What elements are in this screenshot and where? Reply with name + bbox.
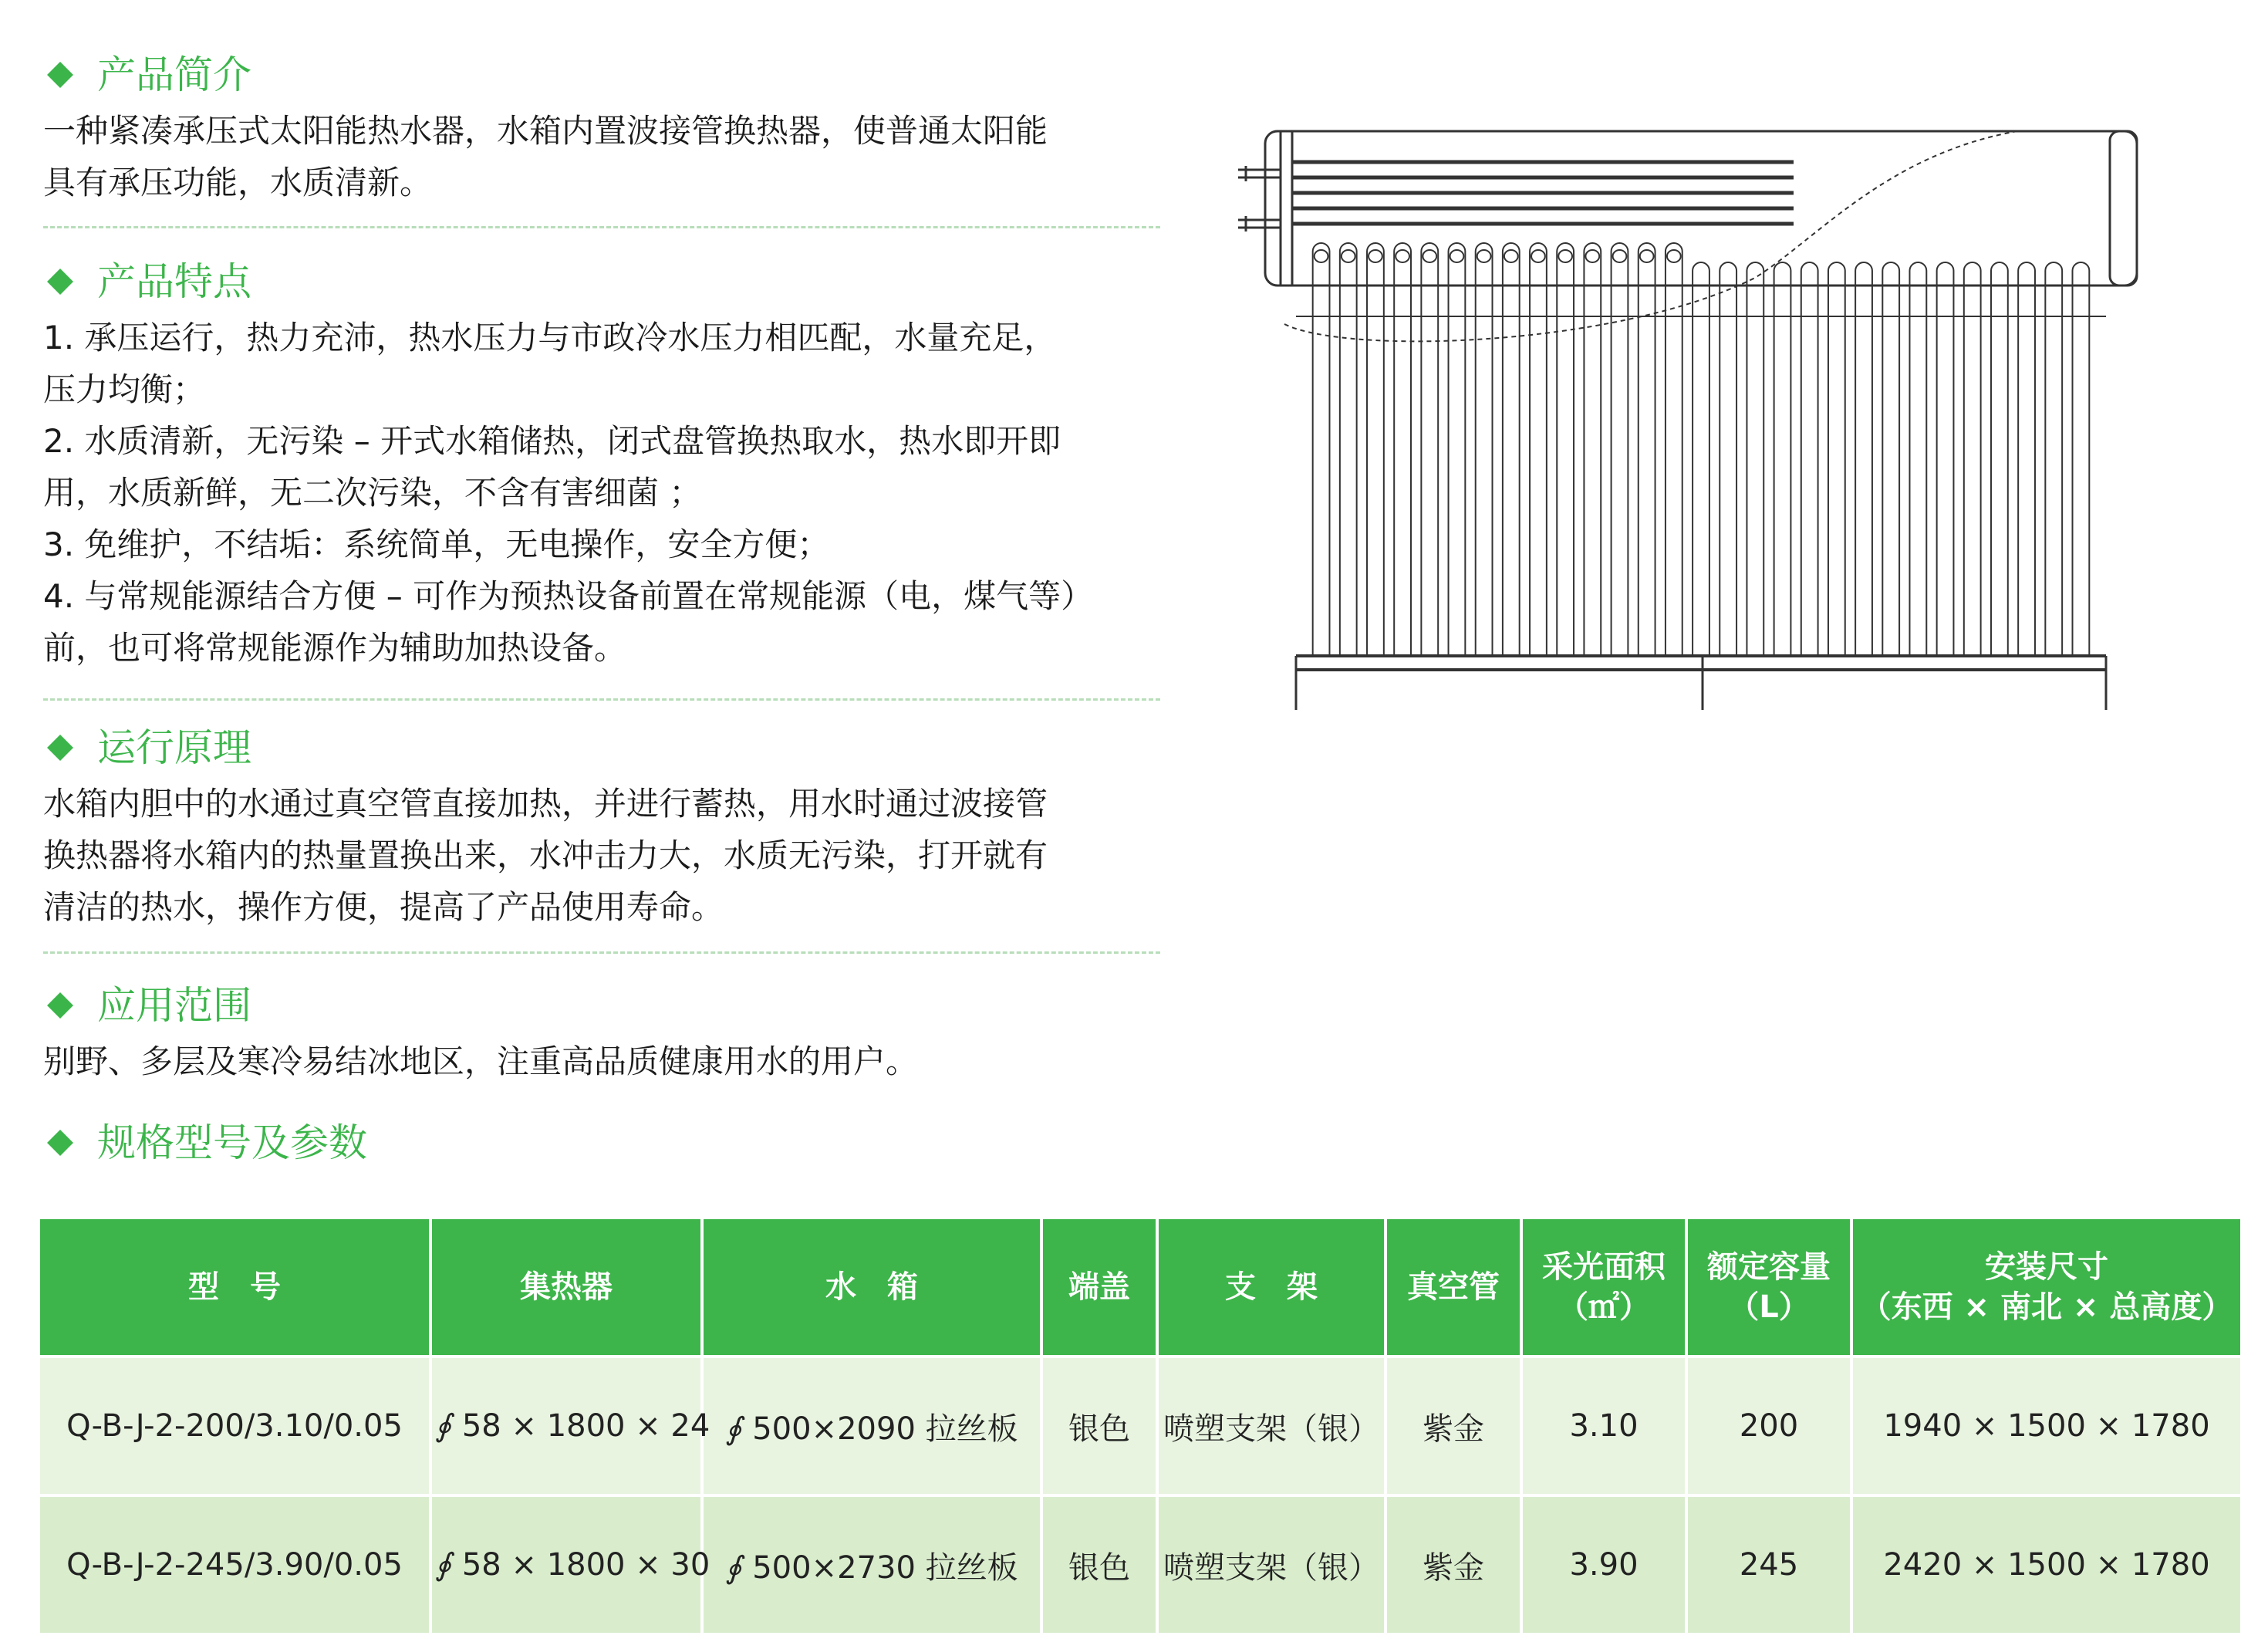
spec-title: 规格型号及参数 [97,1120,367,1165]
header-collector: 集热器 [430,1219,702,1357]
principle-line: 清洁的热水，操作方便，提高了产品使用寿命。 [43,888,724,926]
cell-capacity: 245 [1686,1495,1851,1633]
application-line: 别野、多层及寒冷易结冰地区，注重高品质健康用水的用户。 [43,1042,919,1080]
tank-spec: 500×2090 拉丝板 [752,1411,1018,1447]
vacuum-tube [1801,262,1818,656]
cell-capacity: 200 [1686,1357,1851,1495]
phi-symbol: ∮ [725,1549,742,1586]
header-model: 型 号 [40,1219,430,1357]
vacuum-tube [1612,243,1628,656]
vacuum-tube [1720,262,1736,656]
vacuum-tube [1693,262,1709,656]
solar-water-heater-drawing [1230,123,2156,725]
vacuum-tube [1394,243,1411,656]
vacuum-tube [1855,262,1872,656]
vacuum-tube [1774,262,1791,656]
feature-line: 4. 与常规能源结合方便 – 可作为预热设备前置在常规能源（电，煤气等） [43,577,1094,615]
principle-line: 换热器将水箱内的热量置换出来，水冲击力大，水质无污染，打开就有 [43,836,1048,874]
cell-area: 3.90 [1521,1495,1686,1633]
cell-collector [430,1357,710,1495]
vacuum-tube [1421,243,1438,656]
feature-line: 压力均衡； [43,370,206,408]
vacuum-tube [1313,243,1330,656]
cell-size: 1940 × 1500 × 1780 [1851,1357,2240,1495]
diamond-bullet-icon [47,992,73,1019]
tube-end-cap [1450,250,1464,262]
vacuum-tube [2073,262,2090,656]
application-title: 应用范围 [97,983,251,1028]
header-size [1851,1219,2240,1357]
cell-endcap: 银色 [1041,1357,1157,1495]
header-endcap: 端盖 [1041,1219,1157,1357]
tube-end-cap [1423,250,1436,262]
header-size-label: 安装尺寸 [1985,1249,2108,1285]
header-bracket: 支 架 [1157,1219,1385,1357]
vacuum-tubes [1313,243,2090,656]
collector-spec: 58 × 1800 × 30 [461,1547,710,1583]
intro-line: 具有承压功能，水质清新。 [43,164,433,201]
intro-section [43,52,1162,208]
vacuum-tube [1367,243,1384,656]
header-capacity-unit: （L） [1728,1289,1810,1325]
cell-tank [702,1495,1041,1633]
spec-section [43,1120,1162,1165]
vacuum-tube [1882,262,1899,656]
diamond-bullet-icon [47,62,73,88]
cell-area: 3.10 [1521,1357,1686,1495]
tube-end-cap [1667,250,1681,262]
header-capacity-label: 额定容量 [1707,1249,1831,1285]
cell-tube: 紫金 [1385,1357,1521,1495]
tank-spec: 500×2730 拉丝板 [752,1549,1018,1586]
tube-end-cap [1342,250,1355,262]
principle-line: 水箱内胆中的水通过真空管直接加热，并进行蓄热，用水时通过波接管 [43,785,1048,823]
phi-symbol: ∮ [435,1547,451,1583]
tube-end-cap [1504,250,1518,262]
tube-end-cap [1558,250,1572,262]
intro-title: 产品简介 [97,52,251,97]
vacuum-tube [1639,243,1655,656]
table-header-row [40,1219,2240,1357]
intro-line: 一种紧凑承压式太阳能热水器，水箱内置波接管换热器，使普通太阳能 [43,112,1048,150]
principle-title: 运行原理 [97,725,251,770]
tube-end-cap [1531,250,1545,262]
tube-end-cap [1315,250,1328,262]
tube-end-cap [1369,250,1382,262]
features-title: 产品特点 [97,259,251,304]
vacuum-tube [1991,262,2008,656]
cell-bracket: 喷塑支架（银） [1157,1495,1385,1633]
dashed-divider [43,226,1160,228]
vacuum-tube [2045,262,2062,656]
feature-line: 前，也可将常规能源作为辅助加热设备。 [43,629,627,667]
phi-symbol: ∮ [725,1411,742,1447]
vacuum-tube [1964,262,1981,656]
header-area [1521,1219,1686,1357]
header-size-unit: （东西 × 南北 × 总高度） [1860,1289,2233,1325]
vacuum-tube [1909,262,1926,656]
vacuum-tube [1584,243,1601,656]
vacuum-tube [1530,243,1547,656]
vacuum-tube [1503,243,1520,656]
vacuum-tube [1666,243,1682,656]
header-capacity [1686,1219,1851,1357]
vacuum-tube [1449,243,1466,656]
feature-line: 用，水质新鲜，无二次污染，不含有害细菌 ； [43,474,702,512]
tube-end-cap [1477,250,1491,262]
principle-heading [43,725,1162,770]
tube-end-cap [1396,250,1409,262]
heat-exchanger-coil [1292,162,1794,224]
diamond-bullet-icon [47,269,73,295]
dashed-divider [43,951,1160,954]
cell-model: Q-B-J-2-245/3.90/0.05 [40,1495,430,1633]
feature-line: 1. 承压运行，热力充沛，热水压力与市政冷水压力相匹配，水量充足， [43,319,1057,356]
cell-endcap: 银色 [1041,1495,1157,1633]
features-heading [43,259,1162,304]
tube-end-cap [1640,250,1654,262]
diamond-bullet-icon [47,1130,73,1156]
cell-bracket: 喷塑支架（银） [1157,1357,1385,1495]
cell-tank [702,1357,1041,1495]
vacuum-tube [1828,262,1845,656]
cell-tube: 紫金 [1385,1495,1521,1633]
vacuum-tube [1557,243,1574,656]
table-row [40,1495,2240,1633]
header-tube: 真空管 [1385,1219,1521,1357]
collector-spec: 58 × 1800 × 24 [461,1408,710,1444]
cell-model: Q-B-J-2-200/3.10/0.05 [40,1357,430,1495]
diamond-bullet-icon [47,735,73,761]
vacuum-tube [2018,262,2035,656]
application-section [43,983,1162,1087]
spec-heading [43,1120,1162,1165]
features-section [43,259,1162,674]
vacuum-tube [1476,243,1493,656]
header-area-label: 采光面积 [1542,1249,1666,1285]
header-tank: 水 箱 [702,1219,1041,1357]
feature-line: 2. 水质清新，无污染 – 开式水箱储热，闭式盘管换热取水，热水即开即 [43,422,1061,460]
feature-line: 3. 免维护，不结垢：系统简单，无电操作，安全方便； [43,525,830,563]
vacuum-tube [1340,243,1357,656]
header-area-unit: （㎡） [1558,1289,1650,1325]
vacuum-tube [1747,262,1763,656]
cell-collector [430,1495,710,1633]
table-row [40,1357,2240,1495]
phi-symbol: ∮ [435,1408,451,1444]
application-heading [43,983,1162,1028]
dashed-divider [43,698,1160,701]
principle-section [43,725,1162,933]
intro-heading [43,52,1162,97]
tube-end-cap [1585,250,1599,262]
spec-table [40,1219,2240,1633]
cell-size: 2420 × 1500 × 1780 [1851,1495,2240,1633]
vacuum-tube [1937,262,1954,656]
tube-end-cap [1613,250,1627,262]
